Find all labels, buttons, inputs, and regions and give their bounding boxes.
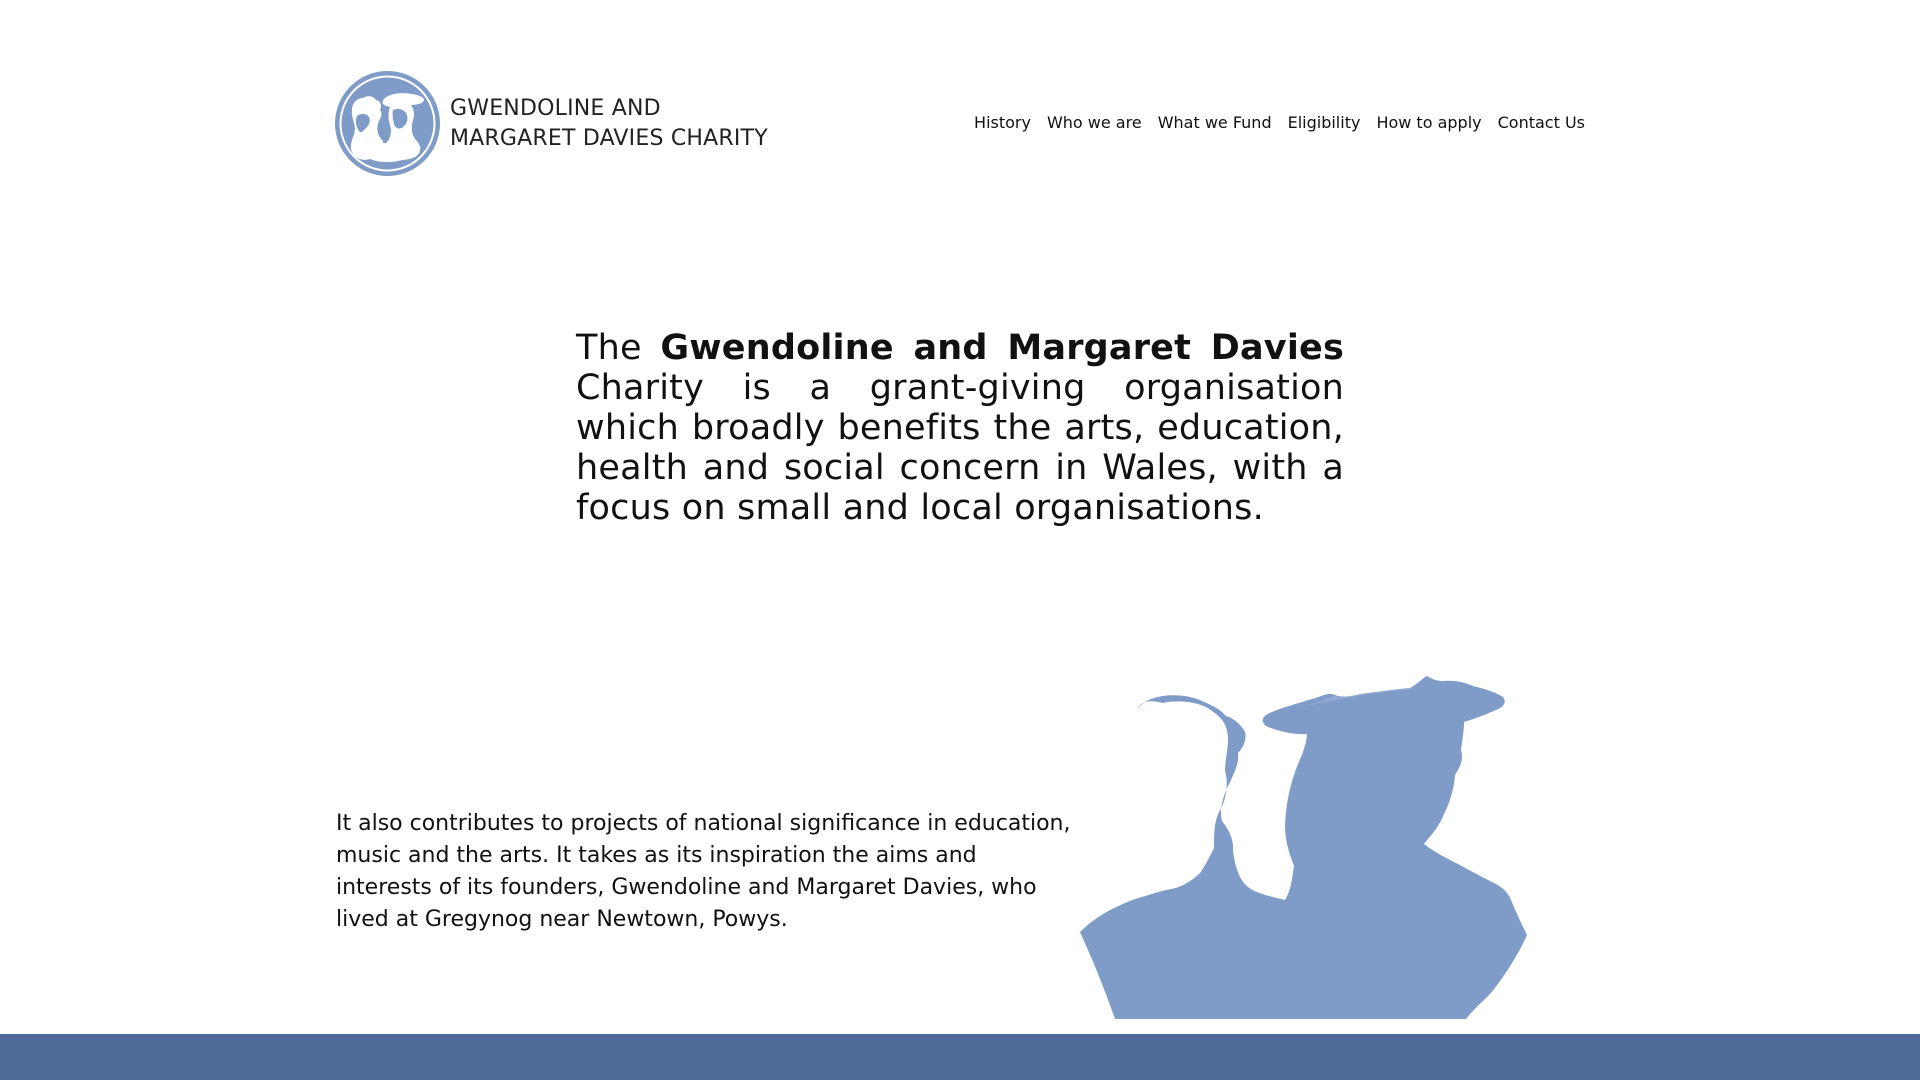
nav-who-we-are-link[interactable]: Who we are [1046, 113, 1142, 132]
nav-eligibility-link[interactable]: Eligibility [1287, 113, 1361, 132]
logo-text-line-2: MARGARET DAVIES CHARITY [450, 125, 768, 151]
nav-contact-us-link[interactable]: Contact Us [1497, 113, 1585, 132]
site-header [335, 71, 1585, 176]
nav-history-link[interactable]: History [974, 113, 1031, 132]
main-navigation [966, 111, 1585, 135]
footer-band [0, 1034, 1920, 1080]
intro-charity-name: Gwendoline and Margaret Davies [660, 328, 1344, 368]
nav-what-we-fund-link[interactable]: What we Fund [1157, 113, 1272, 132]
about-paragraph: It also contributes to projects of national significance in education, music and the arts. It takes as its inspiration the aims and interests of its founders, Gwendoline and Margaret Davies, who lived at Gregynog near Newtown, Powys. [336, 811, 1071, 932]
logo-text-line-1: GWENDOLINE AND [450, 95, 661, 121]
intro-prefix: The [576, 328, 661, 368]
nav-how-to-apply-link[interactable]: How to apply [1376, 113, 1482, 132]
intro-description: Charity is a grant-giving organisation which broadly benefits the arts, education, health and social concern in Wales, with a focus on small and local organisations. [576, 368, 1344, 528]
logo-text [450, 94, 768, 154]
intro-statement [576, 328, 1344, 528]
home-logo-link[interactable] [335, 71, 768, 176]
two-women-silhouette-icon [1080, 676, 1585, 1019]
silhouette-logo-icon [335, 71, 440, 176]
